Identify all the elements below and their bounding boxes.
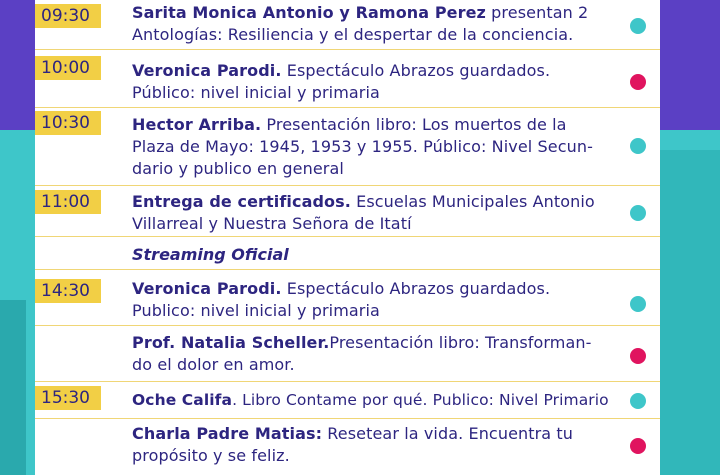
time-badge: 15:30 bbox=[35, 386, 101, 410]
event-detail: propósito y se feliz. bbox=[132, 446, 290, 465]
event-detail: Escuelas Municipales Antonio bbox=[350, 192, 595, 211]
event-detail: Publico: nivel inicial y primaria bbox=[132, 301, 380, 320]
time-badge: 10:30 bbox=[35, 111, 101, 135]
event-title: Prof. Natalia Scheller. bbox=[132, 333, 330, 352]
event-detail: do el dolor en amor. bbox=[132, 355, 295, 374]
event-description bbox=[132, 423, 624, 467]
event-description bbox=[132, 191, 624, 235]
event-description bbox=[132, 60, 624, 104]
decoration-left bbox=[0, 300, 26, 475]
status-dot bbox=[630, 18, 646, 34]
event-detail: dario y publico en general bbox=[132, 159, 344, 178]
schedule-row bbox=[35, 383, 660, 419]
event-detail: Espectáculo Abrazos guardados. bbox=[281, 61, 551, 80]
event-detail: Espectáculo Abrazos guardados. bbox=[281, 279, 551, 298]
event-title: Veronica Parodi. bbox=[132, 279, 282, 298]
event-detail: Antologías: Resiliencia y el despertar de la conciencia. bbox=[132, 25, 574, 44]
status-dot bbox=[630, 438, 646, 454]
event-detail: Villarreal y Nuestra Señora de Itatí bbox=[132, 214, 412, 233]
event-description bbox=[132, 332, 624, 376]
status-dot bbox=[630, 393, 646, 409]
time-badge: 10:00 bbox=[35, 56, 101, 80]
time-badge: 14:30 bbox=[35, 279, 101, 303]
streaming-label: Streaming Oficial bbox=[132, 245, 289, 264]
event-detail: presentan 2 bbox=[485, 3, 589, 22]
event-detail: Presentación libro: Transforman- bbox=[329, 333, 592, 352]
status-dot bbox=[630, 296, 646, 312]
event-detail: Público: nivel inicial y primaria bbox=[132, 83, 380, 102]
event-title: Sarita Monica Antonio y Ramona Perez bbox=[132, 3, 486, 22]
schedule-row bbox=[35, 108, 660, 186]
schedule-row bbox=[35, 271, 660, 326]
schedule-row bbox=[35, 187, 660, 237]
schedule-row bbox=[35, 0, 660, 50]
event-detail: Plaza de Mayo: 1945, 1953 y 1955. Público: Nivel Secun- bbox=[132, 137, 593, 156]
event-title: Charla Padre Matias: bbox=[132, 424, 323, 443]
schedule-row bbox=[35, 52, 660, 108]
status-dot bbox=[630, 348, 646, 364]
event-detail: . Libro Contame por qué. Publico: Nivel Primario bbox=[232, 391, 609, 409]
status-dot bbox=[630, 74, 646, 90]
event-title: Entrega de certificados. bbox=[132, 192, 351, 211]
schedule-row bbox=[35, 327, 660, 382]
status-dot bbox=[630, 138, 646, 154]
time-badge: 09:30 bbox=[35, 4, 101, 28]
event-description bbox=[132, 114, 624, 180]
event-title: Veronica Parodi. bbox=[132, 61, 282, 80]
event-title: Hector Arriba. bbox=[132, 115, 262, 134]
event-detail: Presentación libro: Los muertos de la bbox=[261, 115, 567, 134]
event-description bbox=[132, 278, 624, 322]
event-description bbox=[132, 2, 624, 46]
event-description bbox=[132, 389, 624, 411]
event-title: Oche Califa bbox=[132, 391, 233, 409]
schedule-row bbox=[35, 420, 660, 475]
decoration-right bbox=[660, 150, 720, 475]
time-badge: 11:00 bbox=[35, 190, 101, 214]
streaming-row bbox=[35, 238, 660, 270]
event-detail: Resetear la vida. Encuentra tu bbox=[322, 424, 574, 443]
status-dot bbox=[630, 205, 646, 221]
